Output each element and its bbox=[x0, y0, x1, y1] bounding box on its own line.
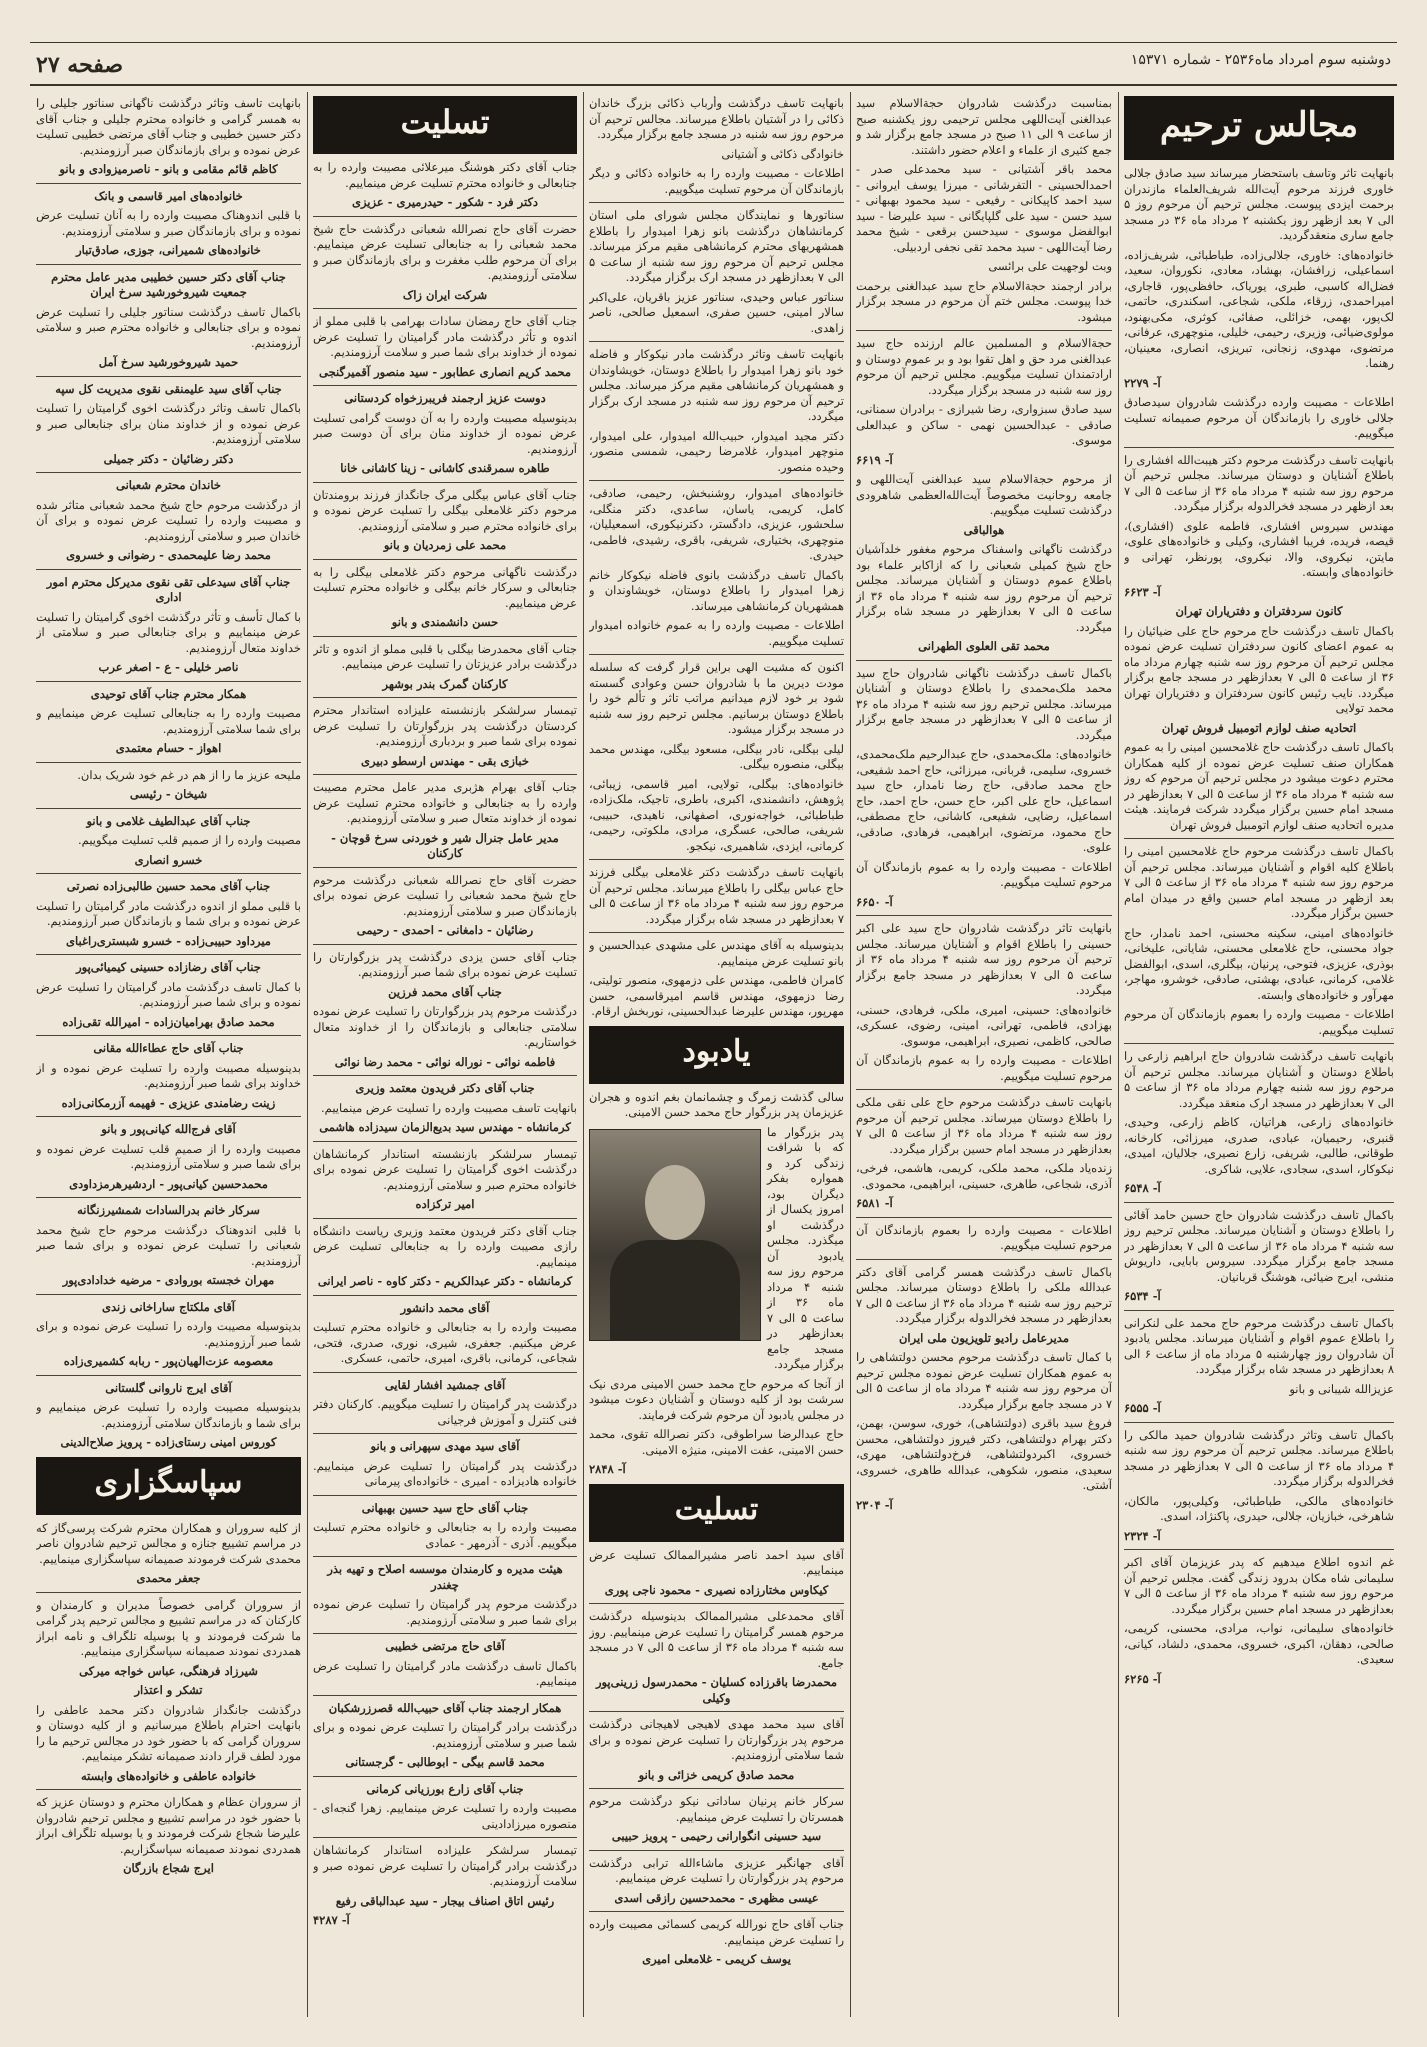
notice-heading: کرمانشاه - دکتر عبدالکریم - دکتر کاوه - ناصر ایرانی bbox=[317, 1274, 573, 1288]
notice-text: تیمسار سرلشکر علیزاده استاندار کرمانشاهان درگذشت برادر گرامیتان را تسلیت عرض نموده صبر و سلامت آرزومندیم. bbox=[313, 1843, 577, 1888]
notice-text: جناب آقای حاج نورالله کریمی کسمائی مصیبت وارده را تسلیت عرض مینماییم. bbox=[589, 1917, 844, 1947]
notice-divider bbox=[313, 1633, 577, 1634]
notice-text: باکمال تاسف وتاثر درگذشت اخوی گرامیتان را تسلیت عرض نموده و از خداوند منان برای جنابعالی صبر و سلامتی آرزومندیم. bbox=[36, 401, 301, 446]
notice-text: باکمال تاسف درگذشت شادروان حاج حسین حامد آقائی را باطلاع دوستان و آشنایان میرساند. مجلس ترحیم روز سه شنبه ۴ مرداد ماه ۳۶ از ساعت ۵ الی ۷ بعدازظهر در مسجد جامع برگزار میگردد. سیروس بابایی، داریوش منشی، ایرج ضیائی، هوشنگ قربانیان. bbox=[1124, 1207, 1394, 1284]
notice-divider bbox=[313, 867, 577, 868]
notice-text: از مرحوم حجةالاسلام سید عبدالغنی آیت‌اللهی و جامعه روحانیت مخصوصاً آیت‌الله‌العظمی شاهرودی درگذشت تسلیت میگوییم. bbox=[856, 472, 1112, 517]
notice-text: سناتور عباس وحیدی، سناتور عزیز باقریان، علی‌اکبر سالار امینی، حسین صفری، اسمعیل صالحی، ناصر زاهدی. bbox=[589, 289, 844, 335]
notice-text: عزیزالله شیبانی و بانو bbox=[1289, 1381, 1394, 1396]
notice-text: مصیبت وارده را از صمیم قلب تسلیت عرض نموده و برای شما صبر و سلامتی آرزومندیم. bbox=[36, 1141, 301, 1171]
notice-text: بانهایت تاسف درگذشت مرحوم حاج علی نقی ملکی را باطلاع دوستان میرساند. مجلس ترحیم آن مرحوم روز سه شنبه ۴ مرداد ماه ۳۶ از ساعت ۵ الی ۷ بعدازظهر در مسجد امام حسین برگزار میگردد. bbox=[856, 1095, 1112, 1156]
notice-divider bbox=[36, 1789, 301, 1790]
notice-text: درگذشت ناگهانی مرحوم دکتر غلامعلی بیگلی را به جنابعالی و سرکار خانم بیگلی و خانواده محترم تسلیت عرض مینماییم. bbox=[313, 564, 577, 610]
notice-heading: محمد رضا علیمحمدی - رضوانی و خسروی bbox=[66, 548, 271, 562]
notice-text: اطلاعات - مصیبت وارده را به عموم بازماندگان آن مرحوم تسلیت میگوییم. bbox=[856, 1053, 1112, 1083]
page-number: صفحه ۲۷ bbox=[36, 52, 124, 78]
notice-heading: کاظم قائم مقامی و بانو - ناصرمیزوادی و بانو bbox=[59, 162, 278, 176]
notice-heading: مدیر عامل جنرال شیر و خوردنی سرخ قوچان - کارکنان bbox=[331, 830, 559, 860]
notice-heading: عیسی مظهری - محمدحسین رازقی اسدی bbox=[614, 1890, 819, 1905]
notice-divider bbox=[589, 859, 844, 860]
notice-text: بانهایت تاسف درگذشت دکتر غلامعلی بیگلی فرزند حاج عباس بیگلی را باطلاع میرساند. مجلس ترحیم آن مرحوم روز سه شنبه ۴ مرداد ماه ۳۶ از ساعت ۵ الی ۷ بعدازظهر در مسجد شاه برگزار میگردد. bbox=[589, 865, 844, 926]
column-2 bbox=[856, 96, 1112, 2016]
notice-text: جناب آقای عباس بیگلی مرگ جانگداز فرزند برومندتان مرحوم دکتر غلامعلی بیگلی را تسلیت عرض نموده و برای خانواده محترم صبر و سلامتی آرزومندیم. bbox=[313, 487, 577, 533]
notice-divider bbox=[313, 308, 577, 309]
notice-heading: کانون سردفتران و دفتریاران تهران bbox=[1175, 604, 1343, 618]
notice-divider bbox=[36, 1035, 301, 1036]
notice-heading: محمد قاسم بیگی - ابوطالبی - گرجستانی bbox=[345, 1755, 545, 1769]
column-1-body bbox=[1124, 166, 1394, 1687]
notice-text: اطلاعات - مصیبت وارده را به خانواده ذکائی و دیگر بازماندگان آن مرحوم تسلیت میگوییم. bbox=[589, 166, 844, 196]
notice-text: سالی گذشت زمرگ و چشمانمان بغم اندوه و هجران عزیزمان پدر بزرگوار حاج محمد حسن الامینی. bbox=[589, 1089, 844, 1119]
notice-divider bbox=[856, 915, 1112, 916]
notice-text: درگذشت مرحوم پدر گرامیتان را تسلیت عرض نموده برای شما صبر و سلامتی آرزومندیم. bbox=[313, 1597, 577, 1627]
column-5-body bbox=[36, 96, 301, 1877]
tasliat-top-banner bbox=[313, 96, 577, 154]
portrait-suit bbox=[610, 1240, 740, 1340]
notice-text: حضرت آقای حاج نصرالله شعبانی درگذشت مرحوم حاج شیخ محمد شعبانی را تسلیت عرض نموده برای بازماندگان صبر و سلامتی آرزومندیم. bbox=[313, 872, 577, 918]
notice-heading: همکار محترم جناب آقای توحیدی bbox=[90, 686, 247, 701]
notice-divider bbox=[313, 1075, 577, 1076]
column-divider bbox=[850, 92, 851, 2017]
sepasgozari-banner-text: سپاسگزاری bbox=[94, 1464, 243, 1500]
notice-text: سید صادق سبزواری، رضا شیرازی - برادران سمنانی، صادقی - عبدالحسین نهمی - ساکن و عبدالعلی موسوی. bbox=[856, 402, 1112, 447]
notice-text: درگذشت برادر گرامیتان را تسلیت عرض نموده و برای شما صبر و سلامتی آرزومندیم. bbox=[313, 1720, 577, 1750]
notice-heading: رئیس اتاق اصناف بیجار - سید عبدالباقی رفیع bbox=[335, 1893, 555, 1908]
notice-heading: یوسف کریمی - غلامعلی امیری bbox=[642, 1952, 791, 1966]
notice-text: از کلیه سروران و همکاران محترم شرکت پرسی‌گاز که در مراسم تشییع جنازه و مجالس ترحیم شادروان ناصر محمدی شرکت فرمودند صمیمانه سپاسگزاری مینماییم. bbox=[36, 1520, 301, 1566]
notice-heading: جناب آقای عبدالطیف غلامی و بانو bbox=[86, 813, 251, 828]
notice-heading: جناب آقای دکتر فریدون معتمد وزیری bbox=[355, 1081, 535, 1095]
notice-code: آ- ۶۶۵۰ bbox=[856, 894, 893, 909]
notice-text: بدینوسیله مصیبت وارده را تسلیت عرض مینماییم و برای شما و بازماندگان سلامتی آرزومندیم. bbox=[36, 1400, 301, 1430]
notice-divider bbox=[856, 330, 1112, 331]
notice-text: درگذشت پدر گرامیتان را تسلیت میگوییم. کارکنان دفتر فنی کنترل و آموزش فرجیانی bbox=[313, 1397, 577, 1427]
notice-text: مصیبت وارده را از صمیم قلب تسلیت میگوییم. bbox=[78, 833, 301, 847]
notice-code: آ- ۶۵۳۴ bbox=[1124, 1289, 1161, 1303]
notice-divider bbox=[1124, 1549, 1394, 1550]
notice-divider bbox=[313, 774, 577, 775]
notice-text: باکمال تاسف درگذشت مادر گرامیتان را تسلیت عرض مینماییم. bbox=[313, 1658, 577, 1688]
notice-text: خانواده‌های: ملک‌محمدی، حاج عبدالرحیم ملک‌محمدی، خسروی، سلیمی، قربانی، میرزائی، حاج احمد شفیعی، حاج محمد صادقی، حاج رضا نامدار، حاج سید اسماعیل، حاج علی اکبر، حاج حسن، حاج احمد، حاج اسماعیل، رضایی، شفیعی، کاشانی، حاج مصطفی، حاج محمود، مرتضوی، ابراهیمی، فرهادی، صادقی، علوی. bbox=[856, 747, 1112, 854]
notice-heading: جناب آقای دکتر حسین خطیبی مدیر عامل محترم جمعیت شیروخورشید سرخ ایران bbox=[51, 269, 286, 299]
notice-heading: آقای ایرج ناروانی گلستانی bbox=[105, 1380, 232, 1395]
notice-heading: تشکر و اعتذار bbox=[134, 1683, 203, 1697]
notice-heading: مدیرعامل رادیو تلویزیون ملی ایران bbox=[898, 1330, 1070, 1345]
column-3 bbox=[589, 96, 844, 2016]
notice-divider bbox=[36, 1116, 301, 1117]
notice-text: فروغ سید باقری (دولتشاهی)، خوری، سوسن، بهمن، دکتر بهرام دولتشاهی، دکتر فیروز دولتشاهی، محسن خسروی، اکبردولتشاهی، فرخ‌دولتشاهی، مهری، سعیدی، منصور، شکوهی، عبدالله طاهری، خسروی، آشتی. bbox=[856, 1416, 1112, 1492]
column-divider bbox=[1118, 92, 1119, 2017]
notice-divider bbox=[36, 873, 301, 874]
notice-divider bbox=[1124, 1422, 1394, 1423]
notice-text: باکمال تاسف درگذشت همسر گرامی آقای دکتر عبدالله ملکی را باطلاع دوستان میرساند. مجلس ترحیم روز سه شنبه ۴ مرداد ماه ۳۶ از ساعت ۵ الی ۷ بعدازظهر در مسجد فخرالدوله برگزار میگردد. bbox=[856, 1264, 1112, 1325]
notice-divider bbox=[1124, 447, 1394, 448]
notice-text: زنده‌یاد ملکی، محمد ملکی، کریمی، هاشمی، فرخی، آذری، شجاعی، طاهری، حسینی، ابراهیمی، محمودی. bbox=[856, 1161, 1112, 1191]
notice-heading: حسن دانشمندی و بانو bbox=[391, 615, 499, 629]
notice-heading: آقای ملکتاج ساراخانی زندی bbox=[101, 1299, 235, 1314]
notice-code: آ- ۲۲۷۹ bbox=[1124, 375, 1161, 390]
notice-text: مصیبت وارده را به جنابعالی و خانواده محترم تسلیت میگوییم. آذری - آذرمهر - عمادی bbox=[313, 1520, 577, 1550]
notice-text: ملیحه عزیز ما را از هم در غم خود شریک بدان. bbox=[77, 767, 301, 782]
notice-text: تیمسار سرلشکر بازنشسته استاندار کرمانشاهان درگذشت اخوی گرامیتان را تسلیت عرض نموده برای خانواده محترم صبر و سلامتی آرزومندیم. bbox=[313, 1146, 577, 1192]
notice-divider bbox=[313, 482, 577, 483]
notice-divider bbox=[313, 559, 577, 560]
majales-banner bbox=[1124, 96, 1394, 160]
notice-text: باکمال تاسف درگذشت مرحوم حاج غلامحسین امینی را باطلاع کلیه اقوام و آشنایان میرساند. مجلس ترحیم آن مرحوم روز سه شنبه ۴ مرداد ماه ۳۶ از ساعت ۵ الی ۷ بعد ازظهر در مسجد امام حسین واقع در میدان امام حسین برگزار میگردد. bbox=[1124, 844, 1394, 920]
notice-text: وبت لوجهیت علی برائسی bbox=[988, 259, 1112, 273]
notice-text: خانواده‌های امیدوار، روشنبخش، رحیمی، صادقی، کامل، کریمی، یاسان، ساعدی، دکتر منگلی، سلحشور، عزیزی، دادگستر، دکترنیکوری، اسمعیلیان، منوچهری، بختیاری، شریفی، باقری، رشیدی، فاطمی، حیدری. bbox=[589, 486, 844, 562]
notice-divider bbox=[313, 1433, 577, 1434]
notice-text: جناب آقای دکتر فریدون معتمد وزیری ریاست دانشگاه رازی مصیبت وارده را به جنابعالی تسلیت عرض مینماییم. bbox=[313, 1223, 577, 1269]
notice-divider bbox=[313, 1295, 577, 1296]
notice-divider bbox=[1124, 838, 1394, 839]
notice-text: خانوادگی ذکائی و آشتیانی bbox=[721, 146, 844, 161]
notice-text: خانواده‌های: حسینی، امیری، ملکی، فرهادی، حسنی، بهزادی، فاطمی، تهرانی، امینی، رضوی، عسکری، صالحی، کاظمی، نصیری، ابراهیمی، موسوی. bbox=[856, 1002, 1112, 1048]
notice-heading: رضائیان - دامغانی - احمدی - رحیمی bbox=[356, 923, 534, 937]
notice-text: بانهایت تاسف درگذشت شادروان حاج ابراهیم زارعی را باطلاع دوستان و آشنایان میرساند. مجلس ترحیم آن مرحوم روز سه شنبه چهارم مرداد ماه ۳۶ از ساعت ۵ الی ۷ بعدازظهر در مسجد ارک منعقد میگردد. bbox=[1124, 1049, 1394, 1110]
notice-heading: محمد علی زمردیان و بانو bbox=[383, 538, 507, 552]
notice-divider bbox=[313, 944, 577, 945]
notice-text: باکمال تاسف درگذشت بانوی فاضله نیکوکار خانم زهرا امیدوار را باطلاع دوستان، خویشاوندان و همشهریان کرمانشاهی میرساند. bbox=[589, 567, 844, 613]
notice-text: بدینوسیله مصیبت وارده را تسلیت عرض نموده و برای شما صبر آرزومندیم. bbox=[36, 1319, 301, 1349]
notice-text: جناب آقای دکتر هوشنگ میرعلائی مصیبت وارده را به جنابعالی و خانواده محترم تسلیت عرض مینماییم. bbox=[313, 160, 577, 190]
notice-text: اطلاعات - مصیبت وارده را بعموم بازماندگان آن مرحوم تسلیت میگوییم. bbox=[1124, 1007, 1394, 1037]
notice-heading: محمدحسین کیانی‌پور - اردشیرهرمزداودی bbox=[69, 1176, 268, 1191]
notice-text: با کمال تأسف و تأثر درگذشت اخوی گرامیتان را تسلیت عرض مینماییم و برای جنابعالی صبر و سلامتی از خداوند متعال آرزومندیم. bbox=[36, 609, 301, 655]
notice-text: کامران فاطمی، مهندس علی دزمهوی، منصور تولیتی، رضا دزمهوی، مهندس قاسم امیرقاسمی، حسن مهرپور، مهندس علیرضا عبدالحسینی، نوربخش ارقام. bbox=[589, 973, 844, 1018]
notice-divider bbox=[313, 636, 577, 637]
notice-code: آ- ۲۸۴۸ bbox=[589, 1462, 626, 1476]
notice-divider bbox=[589, 1711, 844, 1712]
notice-divider bbox=[589, 1603, 844, 1604]
notice-text: محمد باقر آشتیانی - سید محمدعلی صدر - احمدالحسینی - التفرشانی - میرزا یوسف ایروانی - سید احمد کاپیکانی - رفیعی - سید محمود بهبهانی - سید حسن - سید علی گلپایگانی - سید علیرضا - سید ابوالفضل موسوی - سیدحسن برقعی - شیخ محمد رضا آیت‌اللهی - سید محمد تقی نجفی اردبیلی. bbox=[856, 162, 1112, 254]
notice-heading: محمد صادق کریمی خزائی و بانو bbox=[638, 1767, 795, 1782]
notice-divider bbox=[36, 681, 301, 682]
notice-code: آ- ۶۵۸۱ bbox=[856, 1196, 893, 1210]
notice-divider bbox=[313, 1695, 577, 1696]
notice-text: با قلبی اندوهناک درگذشت مرحوم حاج شیخ محمد شعبانی را تسلیت عرض نموده و برای شما صبر آرزومندیم. bbox=[36, 1222, 301, 1268]
portrait-face bbox=[645, 1165, 705, 1240]
majales-banner-text: مجالس ترحیم bbox=[1159, 105, 1359, 145]
notice-text: مصیبت وارده را به جنابعالی تسلیت عرض مینماییم و برای شما سلامتی آرزومندیم. bbox=[36, 706, 301, 736]
notice-text: حضرت آقای حاج نصرالله شعبانی درگذشت حاج شیخ محمد شعبانی را به جنابعالی تسلیت عرض مینماییم. برای آن مرحوم طلب مغفرت و برای بازماندگان صبر و سلامتی آرزومندیم. bbox=[313, 221, 577, 282]
notice-divider bbox=[589, 480, 844, 481]
notice-heading: جناب آقای زارع بورزیانی کرمانی bbox=[366, 1781, 524, 1796]
yadbud-banner-text: یادبود bbox=[682, 1033, 751, 1069]
notice-heading: شیرزاد فرهنگی، عباس خواجه میرکی bbox=[79, 1663, 258, 1678]
notice-text: از سروران عظام و همکاران محترم و دوستان عزیز که با حضور خود در مراسم تشییع و مجلس ترحیم شادروان علیرضا شجاع شرکت فرمودند و یا بوسیله تلگراف ابراز همدردی نمودند صمیمانه سپاسگزاریم. bbox=[36, 1795, 301, 1856]
notice-heading: جناب آقای رضازاده حسینی کیمیائی‌پور bbox=[76, 960, 261, 974]
notice-text: سناتورها و نمایندگان مجلس شورای ملی استان کرمانشاهان درگذشت بانو زهرا امیدوار را باطلاع همشهریهای محترم کرمانشاهی مقیم مرکز میرساند. مجلس ترحیم آن مرحوم روز سه شنبه از ساعت ۵ الی ۷ بعدازظهر در مسجد ارک برگزار میگردد. bbox=[589, 208, 844, 284]
notice-heading: فاطمه نوائی - نوراله نوائی - محمد رضا نوائی bbox=[334, 1054, 556, 1069]
notice-divider bbox=[36, 954, 301, 955]
notice-text: خانواده‌های: خاوری، جلالی‌زاده، طباطبائی، شریف‌زاده، اسماعیلی، زرافشان، بهشاد، معادی، نکوروان، سعید، فضل‌اله کاسبی، طبری، یوریاک، حافظی‌پور، قاجاری، امیراحمدی، زرقاء، ملکی، شجاعی، اسکندری، حاتمی، لک‌پور، بهمی، خزائلی، صفائی، کوثری، مکی‌بهنود، مولوی‌ضیائی، وزیری، رحیمی، خلیلی، منوچهری، عرفانی، مرتضوی، مهدوی، زنجانی، تبریزی، انصاری، معینیان، رهنما. bbox=[1124, 247, 1394, 370]
notice-text: اکنون که مشیت الهی براین قرار گرفت که سلسله مودت دیرین ما با شادروان حسن وعوادی گسسته شود بر خود لازم میدانیم مراتب تاثر و تألم خود را باطلاع دوستان برسانیم. مجلس ترحیم روز سه شنبه در مسجد برگزار میشود. bbox=[589, 660, 844, 736]
notice-text: باکمال تاسف درگذشت حاج مرحوم حاج علی ضیائیان را به عموم اعضای کانون سردفتران تسلیت عرض نموده مجلس ترحیم آن مرحوم روز سه شنبه چهارم مرداد ماه ۳۶ از ساعت ۵ الی ۷ بعدازظهر در مسجد جامع برگزار میگردد. نایب رئیس کانون سردفتران و دفتریاران تهران محمد تولایی bbox=[1124, 623, 1394, 715]
notice-heading: دکتر رضائیان - دکتر جمیلی bbox=[103, 451, 234, 466]
notice-heading: خانواده‌های امیر قاسمی و بانک bbox=[94, 188, 243, 203]
notice-text: جناب آقای محمدرضا بیگلی با قلبی مملو از اندوه و تاثر درگذشت برادر عزیزتان را تسلیت عرض مینماییم. bbox=[313, 641, 577, 671]
notice-divider bbox=[36, 1294, 301, 1295]
notice-code: آ- ۶۶۲۳ bbox=[1124, 584, 1161, 599]
notice-text: با قلبی مملو از اندوه درگذشت مادر گرامیتان را تسلیت عرض نموده و برای شما و بازماندگان صبر آرزومندیم. bbox=[36, 898, 301, 928]
notice-divider bbox=[1124, 1202, 1394, 1203]
notice-heading: جناب آقای حاج سید حسین بهبهانی bbox=[361, 1500, 529, 1515]
notice-text: جناب آقای حسن یزدی درگذشت پدر بزرگوارتان را تسلیت عرض نموده برای شما صبر آرزومندیم. bbox=[313, 949, 577, 979]
notice-text: بانهایت تاسف وتاثر درگذشت ناگهانی سناتور جلیلی را به همسر گرامی و خانواده محترم جلیلی و جناب آقای دکتر حسین خطیبی و جناب آقای مرتضی خطیبی تسلیت عرض نموده و برای بازماندگان صبر آرزومندیم. bbox=[36, 96, 301, 157]
notice-text: بانهایت تاسف وتاثر درگذشت مادر نیکوکار و فاضله خود بانو زهرا امیدوار را باطلاع دوستان، خویشاوندان و همشهریان کرمانشاهی مقیم مرکز میرساند. مجلس ترحیم آن مرحوم روز سه شنبه در مسجد ارک برگزار میگردد. bbox=[589, 347, 844, 423]
notice-text: مصیبت وارده را به جنابعالی و خانواده محترم تسلیت عرض میکنیم. جعفری، شیری، نوری، صدری، فتحی، شجاعی، کرمانی، باقری، امیری، حاتمی، عسکری. bbox=[313, 1320, 577, 1365]
notice-code: آ- ۲۳۰۴ bbox=[856, 1497, 893, 1512]
notice-divider bbox=[589, 1911, 844, 1912]
notice-divider bbox=[313, 216, 577, 217]
notice-text: بانهایت تاثر درگذشت شادروان حاج سید علی اکبر حسینی را باطلاع اقوام و آشنایان میرساند. مجلس ترحیم آن مرحوم روز سه شنبه ۴ مرداد ماه ۳۶ از ساعت ۵ الی ۷ بعدازظهر در مسجد جامع برگزار میگردد. bbox=[856, 921, 1112, 997]
notice-text: بدینوسیله مصیبت وارده را تسلیت عرض نموده و از خداوند برای شما صبر آرزومندیم. bbox=[36, 1060, 301, 1090]
notice-heading: ناصر خلیلی - ع - اصغر عرب bbox=[98, 660, 239, 674]
notice-code: آ- ۴۲۸۷ bbox=[313, 1913, 350, 1927]
notice-divider bbox=[313, 1556, 577, 1557]
notice-text: درگذشت ناگهانی واسفناک مرحوم مغفور خلدآشیان حاج شیخ کمیلی شعبانی را که ازاکابر علماء بود باطلاع عموم دوستان و آشنایان میرساند. مجلس ترحیم آن مرحوم روز سه شنبه ۴ مرداد ماه ۳۶ از ساعت ۵ الی ۷ بعدازظهر در مسجد شاه برگزار میگردد. bbox=[856, 542, 1112, 634]
notice-text: بدینوسیله مصیبت وارده را به آن دوست گرامی تسلیت عرض نموده از خداوند منان برای آن دوست صبر آرزومندیم. bbox=[313, 410, 577, 456]
notice-text: بانهایت تاسف مصیبت وارده را تسلیت عرض مینماییم. bbox=[321, 1100, 577, 1115]
notice-heading: شیخان - رئیسی bbox=[129, 787, 208, 801]
notice-heading: آقای جمشید افشار لقایی bbox=[384, 1377, 506, 1392]
notice-divider bbox=[36, 569, 301, 570]
notice-heading: ایرج شجاع بازرگان bbox=[123, 1861, 214, 1875]
notice-text: اطلاعات - مصیبت وارده را بعموم بازماندگان آن مرحوم تسلیت میگوییم. bbox=[856, 1222, 1112, 1252]
notice-code: آ- ۶۲۶۵ bbox=[1124, 1671, 1161, 1686]
notice-divider bbox=[313, 1837, 577, 1838]
notice-text: خانواده‌های امینی، سکینه محسنی، احمد نامدار، حاج جواد محسنی، حاج غلامعلی محسنی، شایانی، علیخانی، بوذری، عزیزی، فتوحی، پرنیان، بیگلری، اسدی، ابوالفضل غلامی، کرمانی، عبادی، بهشتی، صادقی، خوشرو، مهاجر، مهرآور و خانواده‌های وابسته. bbox=[1124, 925, 1394, 1002]
notice-heading: کارکنان گمرک بندر بوشهر bbox=[382, 676, 508, 691]
sepasgozari-banner bbox=[36, 1457, 301, 1515]
notice-heading: دوست عزیز ارجمند فریبرزخواه کردستانی bbox=[344, 391, 546, 405]
notice-text: از آنجا که مرحوم حاج محمد حسن الامینی مردی نیک سرشت بود از کلیه دوستان و آشنایان دعوت میشود در مجلس یادبود آن مرحوم شرکت فرمایند. bbox=[589, 1376, 844, 1422]
column-1 bbox=[1124, 96, 1394, 2016]
notice-text: درگذشت جانگداز شادروان دکتر محمد عاطفی را بانهایت احترام باطلاع میرسانیم و از کلیه دوستان و سروران گرامی که با حضور خود در مجالس ترحیم ما را مورد لطف قرار دادند صمیمانه تشکر مینماییم. bbox=[36, 1702, 301, 1763]
notice-heading: همکار ارجمند جناب آقای حبیب‌الله قصرزرشکبان bbox=[328, 1700, 562, 1715]
column-4 bbox=[313, 96, 577, 2016]
notice-heading: کرمانشاه - مهندس سید بدیع‌الزمان سیدزاده هاشمی bbox=[319, 1120, 571, 1134]
notice-text: باکمال تاسف درگذشت سناتور جلیلی را تسلیت عرض نموده و برای جنابعالی و خانواده محترم صبر و سلامتی آرزومندیم. bbox=[36, 304, 301, 350]
notice-text: حجةالاسلام و المسلمین عالم ارزنده حاج سید عبدالغنی مرد حق و اهل تقوا بود و بر عموم دوستان و ارادتمندان تسلیت میگوییم. مجلس ترحیم آن مرحوم روز سه شنبه در مسجد برگزار میگردد. bbox=[856, 336, 1112, 397]
tasliat_mid-banner-text: تسلیت bbox=[674, 1491, 759, 1527]
notice-divider bbox=[589, 1788, 844, 1789]
notice-heading: جعفر محمدی bbox=[136, 1571, 201, 1585]
notice-text: بانهایت تاثر وتاسف باستحضار میرساند سید صادق جلالی خاوری فرزند مرحوم آیت‌الله شریف‌العلماء مازندران برحمت ایزدی پیوست. مجلس ترحیم آن مرحوم روز ۵ الی ۷ بعد ازظهر روز یکشنبه ۲ مرداد ماه ۳۶ در مسجد جامع ساری منعقدگردید. bbox=[1124, 166, 1394, 242]
notice-text: خانواده‌های: بیگلی، تولایی، امیر قاسمی، زیبائی، پژوهش، دانشمندی، اکبری، باطری، تاجیک، ملک‌زاده، طباطبائی، خواجه‌نوری، اصفهانی، ناهیدی، حبیبی، شریفی، صالحی، عسگری، مرادی، ملکوتی، رحیمی، کرمانی، ایزدی، شاهمیری، نیکجو. bbox=[589, 776, 844, 853]
notice-text: از درگذشت مرحوم حاج شیخ محمد شعبانی متاثر شده و مصیبت وارده را تسلیت عرض نموده و برای آن خاندان صبر و سلامتی آرزومندیم. bbox=[36, 497, 301, 543]
notice-divider bbox=[313, 1141, 577, 1142]
notice-text: باکمال تاسف درگذشت ناگهانی شادروان حاج سید محمد ملک‌محمدی را باطلاع دوستان و آشنایان میرساند. مجلس ترحیم روز سه شنبه ۴ مرداد ماه ۳۶ از ساعت ۵ الی ۷ بعدازظهر در مسجد جامع برگزار میگردد. bbox=[856, 665, 1112, 742]
notice-heading: هوالباقی bbox=[963, 522, 1005, 537]
notice-divider bbox=[36, 808, 301, 809]
notice-divider bbox=[313, 1776, 577, 1777]
notice-text: بانهایت تاسف درگذشت وأرباب ذکائی بزرگ خاندان ذکائی را در آشتیان باطلاع میرساند. مجالس ترحیم آن مرحوم روز سه شنبه در مسجد جامع برگزار میگردد. bbox=[589, 96, 844, 141]
notice-text: جناب آقای حاج رمضان سادات بهرامی با قلبی مملو از اندوه و تأثر درگذشت مادر گرامیتان را تسلیت عرض نموده از خداوند برای شما صبر و سلامت آرزومندیم. bbox=[313, 314, 577, 359]
notice-divider bbox=[36, 1197, 301, 1198]
notice-heading: معصومه عزت‌الهیان‌پور - ربابه کشمیری‌زاده bbox=[63, 1354, 274, 1368]
yadbud-banner bbox=[589, 1026, 844, 1084]
notice-text: درگذشت مرحوم پدر بزرگوارتان را تسلیت عرض نموده سلامتی جنابعالی و بازماندگان را از خداوند متعال خواستاریم. bbox=[313, 1004, 577, 1049]
column-divider bbox=[307, 92, 308, 2017]
notice-text: از سروران گرامی خصوصاً مدیران و کارمندان و کارکنان که در مراسم تشییع و مجالس ترحیم پدر گرامی ما شرکت فرمودند و یا بوسیله تلگراف و نامه ابراز همدردی نمودند صمیمانه سپاسگزاری مینماییم. bbox=[36, 1597, 301, 1658]
tasliat_mid-banner bbox=[589, 1484, 844, 1542]
notice-heading: خبازی بقی - مهندس ارسطو دبیری bbox=[361, 753, 529, 768]
notice-text: پدر بزرگوار ما که با شرافت زندگی کرد و همواره بفکر دیگران بود، امروز یکسال از درگذشت او میگذرد. مجلس یادبود آن مرحوم روز سه شنبه ۴ مرداد ماه ۳۶ از ساعت ۵ الی ۷ بعدازظهر در مسجد جامع برگزار میگردد. bbox=[767, 1124, 844, 1371]
notice-heading: خانواده عاطفی و خانواده‌های وابسته bbox=[80, 1768, 257, 1783]
notice-divider bbox=[36, 1375, 301, 1376]
notice-text: درگذشت پدر گرامیتان را تسلیت عرض مینماییم. خانواده هادیزاده - امیری - خانواده‌ای پیرمانی bbox=[313, 1458, 577, 1488]
notice-divider bbox=[856, 1259, 1112, 1260]
notice-heading: جناب آقای سیدعلی تقی نقوی مدیرکل محترم امور اداری bbox=[46, 574, 291, 604]
notice-code: آ- ۶۶۱۹ bbox=[856, 452, 893, 467]
notice-text: خانواده‌های زارعی، هراتیان، کاظم زارعی، وحیدی، قنبری، رحیمیان، عبادی، صدری، میرزائی، کارخانه، طوقانی، طالبی، شریفی، زارع نصیری، جلالیان، امیدی، نیکوکار، اسدی، سجادی، علایی، شاکری. bbox=[1124, 1115, 1394, 1176]
notice-heading: کوروس امینی رستای‌زاده - پرویز صلاح‌الدینی bbox=[60, 1435, 277, 1449]
memorial-portrait-photo bbox=[589, 1129, 761, 1341]
notice-heading: آقای محمد دانشور bbox=[400, 1300, 490, 1315]
notice-text: خانواده‌های سلیمانی، نواب، مرادی، محسنی، کریمی، صالحی، دهقان، اکبری، خسروی، محمدی، دلشاد، کیانی، سعیدی. bbox=[1124, 1621, 1394, 1666]
notice-text: با کمال تاسف درگذشت مرحوم محسن دولتشاهی را به عموم همکاران تسلیت عرض نموده مجلس ترحیم آن مرحوم روز سه شنبه ۴ مرداد ماه از ساعت ۵ الی ۷ در مسجد جامع برگزار میگردد. bbox=[856, 1350, 1112, 1411]
column-3-body bbox=[589, 96, 844, 1968]
notice-heading: جناب آقای محمد حسین طالبی‌زاده نصرتی bbox=[66, 879, 271, 893]
notice-heading: خانواده‌های شمیرانی، جوزی، صادق‌تبار bbox=[76, 243, 261, 257]
notice-divider bbox=[589, 932, 844, 933]
notice-text: آقای محمدعلی مشیرالممالک بدینوسیله درگذشت مرحوم همسر گرامیتان را تسلیت عرض مینماییم. روز سه شنبه ۴ مرداد ماه ۳۶ از ساعت ۵ الی ۷ در مسجد جامع. bbox=[589, 1609, 844, 1670]
notice-divider bbox=[36, 762, 301, 763]
notice-text: اطلاعات - مصیبت وارده درگذشت شادروان سیدصادق جلالی خاوری را بازماندگان آن مرحوم صمیمانه تسلیت میگوییم. bbox=[1124, 395, 1394, 440]
notice-text: با قلبی اندوهناک مصیبت وارده را به آنان تسلیت عرض نموده و برای بازماندگان صبر و سلامتی آرزومندیم. bbox=[36, 208, 301, 238]
notice-text: آقای جهانگیر عزیزی ماشاءالله ترابی درگذشت مرحوم پدر بزرگوارتان را تسلیت عرض مینماییم. bbox=[589, 1855, 844, 1885]
notice-heading: آقای فرج‌الله کیانی‌پور و بانو bbox=[101, 1122, 236, 1136]
notice-divider bbox=[36, 376, 301, 377]
column-5 bbox=[36, 96, 301, 2016]
notice-heading: جناب آقای محمد فرزین bbox=[388, 984, 502, 999]
tasliat-top-banner-text: تسلیت bbox=[400, 103, 490, 141]
notice-text: خانواده‌های مالکی، طباطبائی، وکیلی‌پور، مالکان، شاهرخی، خبازیان، جلالی، حیدری، پاکنژاد، اسدی. bbox=[1124, 1493, 1394, 1523]
notice-heading: سرکار خانم بدرالسادات شمشیرزنگانه bbox=[77, 1203, 260, 1217]
issue-line: دوشنبه سوم امرداد ماه۲۵۳۶ - شماره ۱۵۳۷۱ bbox=[1130, 52, 1391, 68]
notice-code: آ- ۶۵۴۸ bbox=[1124, 1181, 1161, 1195]
notice-text: بانهایت تاسف درگذشت مرحوم دکتر هیبت‌الله افشاری را باطلاع آشنایان و دوستان میرساند. مجلس ترحیم آن مرحوم روز سه شنبه ۴ مرداد ماه ۳۶ از ساعت ۵ الی ۷ بعد ازظهر در مسجد فخرالدوله برگزار میگردد. bbox=[1124, 452, 1394, 513]
notice-heading: خسرو انصاری bbox=[134, 852, 203, 867]
notice-divider bbox=[313, 697, 577, 698]
notice-heading: خاندان محترم شعبانی bbox=[116, 478, 221, 492]
notice-divider bbox=[589, 1850, 844, 1851]
notice-text: دکتر مجید امیدوار، حبیب‌الله امیدوار، علی امیدوار، منوچهر امیدوار، غلامرضا رحیمی، شمسی منصور، وحیده منصور. bbox=[589, 428, 844, 474]
notice-text: غم اندوه اطلاع میدهیم که پدر عزیزمان آقای اکبر سلیمانی شاه مکان بدرود زندگی گفت. مجلس ترحیم آن مرحوم روز سه شنبه ۴ مرداد ماه ۳۶ از ساعت ۵ الی ۷ بعدازظهر در مسجد امام حسین برگزار میگردد. bbox=[1124, 1555, 1394, 1616]
notice-divider bbox=[36, 1592, 301, 1593]
column-4-body bbox=[313, 160, 577, 1929]
notice-heading: اتحادیه صنف لوازم اتومبیل فروش تهران bbox=[1161, 720, 1357, 735]
notice-divider bbox=[1124, 1310, 1394, 1311]
notice-divider bbox=[856, 660, 1112, 661]
notice-text: آقای سید احمد ناصر مشیرالممالک تسلیت عرض مینماییم. bbox=[589, 1547, 844, 1577]
notice-divider bbox=[589, 654, 844, 655]
notice-text: تیمسار سرلشکر بازنشسته علیزاده استاندار محترم کردستان درگذشت پدر بزرگوارتان را تسلیت عرض نموده برای شما صبر و بردباری آرزومندیم. bbox=[313, 703, 577, 748]
notice-text: باکمال تاسف درگذشت حاج غلامحسین امینی را به عموم همکاران صنف تسلیت عرض نموده از کلیه همکاران محترم دعوت میشود در مجلس ترحیم آن مرحوم که روز سه شنبه ۴ مرداد ماه ۳۶ از ساعت ۵ الی ۷ بعدازظهر در مسجد امام حسین برگزار میگردد شرکت فرمایند. هیئت مدیره اتحادیه صنف لوازم اتومبیل فروش تهران bbox=[1124, 740, 1394, 832]
notice-heading: جناب آقای حاج عطاءالله مقانی bbox=[93, 1041, 244, 1055]
top-rule bbox=[30, 42, 1397, 43]
notice-divider bbox=[1124, 1043, 1394, 1044]
notice-heading: دکتر فرد - شکور - حیدرمیری - عزیزی bbox=[351, 195, 539, 209]
notice-text: اطلاعات - مصیبت وارده را به عموم خانواده امیدوار تسلیت میگوییم. bbox=[589, 618, 844, 648]
notice-heading: جناب آقای سید علیمنقی نقوی مدیریت کل سپه bbox=[55, 381, 282, 396]
header-rule bbox=[30, 84, 1397, 86]
notice-heading: محمد صادق بهرامیان‌زاده - امیرالله تقی‌زاده bbox=[62, 1014, 275, 1029]
notice-heading: سید حسینی انگوارانی رحیمی - پرویز حبیبی bbox=[611, 1829, 822, 1843]
notice-text: لیلی بیگلی، نادر بیگلی، مسعود بیگلی، مهندس محمد بیگلی، منصوره بیگلی. bbox=[589, 741, 844, 771]
column-2-body bbox=[856, 96, 1112, 1513]
notice-divider bbox=[589, 341, 844, 342]
notice-heading: محمد کریم انصاری عطابور - سید منصور آقمیرگنجی bbox=[318, 364, 571, 379]
notice-heading: آقای سید مهدی سپهرانی و بانو bbox=[370, 1439, 520, 1453]
notice-heading: آقای حاج مرتضی خطیبی bbox=[385, 1639, 505, 1653]
notice-heading: محمدرضا باقرزاده کسلیان - محمدرسول زرینی‌پور وکیلی bbox=[595, 1675, 838, 1705]
notice-text: باکمال تاسف وتاثر درگذشت شادروان حمید مالکی را باطلاع میرساند. مجلس ترحیم آن مرحوم روز سه شنبه ۴ مرداد ماه ۳۶ از ساعت ۵ الی ۷ بعدازظهر در مسجد فخرالدوله برگزار میگردد. bbox=[1124, 1427, 1394, 1488]
notice-code: آ- ۲۳۲۴ bbox=[1124, 1528, 1161, 1543]
notice-heading: میرداود حبیبی‌زاده - خسرو شبستری‌راغبای bbox=[66, 933, 271, 948]
notice-text: باکمال تاسف درگذشت مرحوم حاج محمد علی لنکرانی را باطلاع عموم اقوام و آشنایان میرساند. مجلس یادبود آن شادروان روز چهارشنبه ۵ مرداد ماه از ساعت ۶ الی ۸ بعدازظهر در مسجد شاه برگزار میگردد. bbox=[1124, 1315, 1394, 1376]
notice-divider bbox=[36, 472, 301, 473]
notice-divider bbox=[36, 183, 301, 184]
notice-divider bbox=[313, 1218, 577, 1219]
notice-divider bbox=[856, 1089, 1112, 1090]
notice-text: بدینوسیله به آقای مهندس علی مشهدی عبدالحسین و بانو تسلیت عرض مینماییم. bbox=[589, 938, 844, 968]
notice-text: اطلاعات - مصیبت وارده را به عموم بازماندگان آن مرحوم تسلیت میگوییم. bbox=[856, 859, 1112, 889]
notice-divider bbox=[313, 385, 577, 386]
column-divider bbox=[583, 92, 584, 2017]
notice-heading: امیر ترکزاده bbox=[415, 1197, 475, 1211]
notice-text: آقای سید محمد مهدی لاهیجی لاهیجانی درگذشت مرحوم پدر بزرگوارتان را تسلیت عرض نموده و برای شما سلامتی آرزومندیم. bbox=[589, 1717, 844, 1762]
notice-heading: طاهره سمرقندی کاشانی - زینا کاشانی خانا bbox=[340, 461, 550, 475]
notice-text: برادر ارجمند حجةالاسلام حاج سید عبدالغنی برحمت خدا پیوست. مجلس ختم آن مرحوم در مسجد برگزار میشود. bbox=[856, 278, 1112, 324]
notice-text: حاج عبدالرضا سراطوقی، دکتر نصرالله تقوی، محمد حسن الامینی، عفت الامینی، منیژه الامینی. bbox=[589, 1427, 844, 1457]
notice-code: آ- ۶۵۵۵ bbox=[1124, 1401, 1161, 1415]
notice-heading: کیکاوس مختارزاده نصیری - محمود ناجی پوری bbox=[604, 1582, 829, 1597]
notice-heading: حمید شیروخورشید سرخ آمل bbox=[98, 355, 239, 369]
notice-heading: شرکت ایران زاک bbox=[402, 287, 488, 302]
notice-heading: هیئت مدیره و کارمندان موسسه اصلاح و تهیه بذر چغندر bbox=[327, 1562, 563, 1592]
notice-heading: مهران خجسته بوروادی - مرضیه خدادادی‌پور bbox=[62, 1273, 275, 1287]
notice-text: مهندس سیروس افشاری، فاطمه علوی (افشاری)، قیصه، فریده، فریبا افشاری، وکیلی و خانواده‌های علوی، مایتن، نیکروی، والا، نیکروی، پورنظر، تهرانی و خانواده‌های وابسته. bbox=[1124, 518, 1394, 579]
notice-text: جناب آقای بهرام هژبری مدیر عامل محترم مصیبت وارده را به جنابعالی و خانواده محترم تسلیت عرض نموده از خداوند متعال صبر و سلامتی آرزومندیم. bbox=[313, 780, 577, 825]
notice-text: مصیبت وارده را تسلیت عرض مینماییم. زهرا گنجه‌ای - منصوره میرزادادینی bbox=[313, 1801, 577, 1831]
notice-heading: محمد تقی العلوی الطهرانی bbox=[918, 639, 1050, 653]
notice-text: با کمال تاسف درگذشت مادر گرامیتان را تسلیت عرض نموده و برای شما صبر آرزومندیم. bbox=[36, 979, 301, 1009]
notice-divider bbox=[589, 202, 844, 203]
notice-text: بمناسبت درگذشت شادروان حجةالاسلام سید عبدالغنی آیت‌اللهی مجلس ترحیمی روز یکشنبه صبح از ساعت ۹ الی ۱۱ صبح در مسجد جامع برگزار شد و جمع کثیری از علماء و اعلام حضور داشتند. bbox=[856, 96, 1112, 157]
notice-heading: اهواز - حسام معتمدی bbox=[115, 741, 222, 755]
notice-divider bbox=[313, 1495, 577, 1496]
notice-heading: زینت رضامندی عزیزی - فهیمه آزرمکانی‌زاده bbox=[61, 1095, 276, 1110]
notice-divider bbox=[856, 1217, 1112, 1218]
notice-divider bbox=[36, 264, 301, 265]
notice-divider bbox=[313, 1372, 577, 1373]
notice-text: سرکار خانم پرنیان ساداتی نیکو درگذشت مرحوم همسرتان را تسلیت عرض مینماییم. bbox=[589, 1794, 844, 1824]
